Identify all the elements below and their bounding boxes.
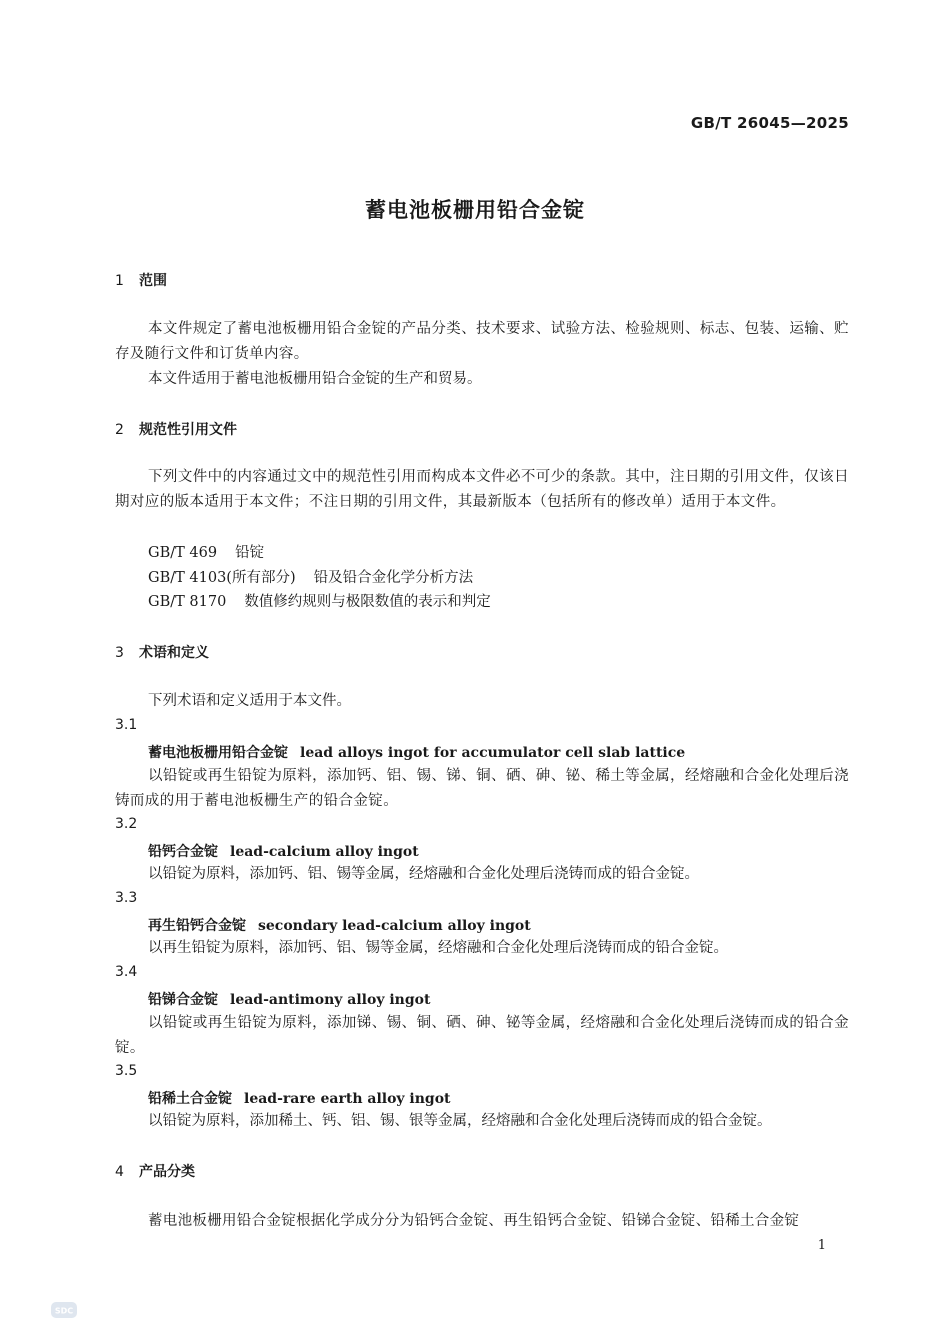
scope-paragraph-2: 本文件适用于蓄电池板栅用铅合金锭的生产和贸易。 <box>148 371 482 387</box>
term-en: secondary lead-calcium alloy ingot <box>258 918 531 934</box>
section-title: 规范性引用文件 <box>139 422 237 438</box>
term-definition: 以再生铅锭为原料，添加钙、铝、锡等金属，经熔融和合金化处理后浇铸而成的铅合金锭。 <box>148 940 728 956</box>
section-title: 术语和定义 <box>139 645 209 661</box>
reference-item <box>148 541 264 565</box>
term-definition: 以铅锭或再生铅锭为原料，添加锑、锡、铜、硒、砷、铋等金属，经熔融和合金化处理后浇铸而成的铅合金锭。 <box>115 1015 849 1056</box>
term-definition: 以铅锭为原料，添加钙、铝、锡等金属，经熔融和合金化处理后浇铸而成的铅合金锭。 <box>148 866 699 882</box>
term-zh: 再生铅钙合金锭 <box>148 918 246 934</box>
logo-text: SDC <box>54 1306 74 1316</box>
section-title: 范围 <box>139 273 167 289</box>
term-heading <box>148 1088 451 1108</box>
terms-intro: 下列术语和定义适用于本文件。 <box>148 693 351 709</box>
term-en: lead-antimony alloy ingot <box>230 992 431 1008</box>
term-definition: 以铅锭或再生铅锭为原料，添加钙、铝、锡、锑、铜、硒、砷、铋、稀土等金属，经熔融和合金化处理后浇铸而成的用于蓄电池板栅生产的铅合金锭。 <box>115 768 849 809</box>
section-4-heading <box>115 1161 195 1181</box>
term-heading <box>148 989 430 1009</box>
section-number: 3 <box>115 645 124 661</box>
term-zh: 铅锑合金锭 <box>148 992 218 1008</box>
term-en: lead-calcium alloy ingot <box>230 844 419 860</box>
term-heading <box>148 742 685 762</box>
reference-title: 数值修约规则与极限数值的表示和判定 <box>244 594 491 610</box>
section-number: 4 <box>115 1164 124 1180</box>
normative-references-paragraph: 下列文件中的内容通过文中的规范性引用而构成本文件必不可少的条款。其中，注日期的引用文件，仅该日期对应的版本适用于本文件；不注日期的引用文件，其最新版本（包括所有的修改单）适用于本文件。 <box>115 469 849 510</box>
section-title: 产品分类 <box>139 1164 195 1180</box>
term-number: 3.1 <box>115 717 138 733</box>
term-number: 3.5 <box>115 1063 138 1079</box>
term-number: 3.2 <box>115 816 138 832</box>
term-heading <box>148 915 531 935</box>
term-zh: 铅钙合金锭 <box>148 844 218 860</box>
reference-item <box>148 566 473 590</box>
classification-paragraph: 蓄电池板栅用铅合金锭根据化学成分分为铅钙合金锭、再生铅钙合金锭、铅锑合金锭、铅稀土合金锭 <box>148 1213 800 1229</box>
section-1-heading <box>115 270 167 290</box>
term-en: lead alloys ingot for accumulator cell slab lattice <box>300 745 686 761</box>
section-number: 2 <box>115 422 124 438</box>
document-number: GB/T 26045—2025 <box>690 114 849 132</box>
section-number: 1 <box>115 273 124 289</box>
reference-code: GB/T 8170 <box>148 594 227 610</box>
reference-code: GB/T 469 <box>148 545 218 561</box>
section-2-heading <box>115 419 237 439</box>
section-3-heading <box>115 642 209 662</box>
document-title: 蓄电池板栅用铅合金锭 <box>365 198 585 222</box>
reference-title: 铅锭 <box>235 545 265 561</box>
term-number: 3.4 <box>115 964 138 980</box>
term-number: 3.3 <box>115 890 138 906</box>
term-zh: 铅稀土合金锭 <box>148 1091 232 1107</box>
term-en: lead-rare earth alloy ingot <box>244 1091 451 1107</box>
scope-paragraph-1: 本文件规定了蓄电池板栅用铅合金锭的产品分类、技术要求、试验方法、检验规则、标志、包装、运输、贮存及随行文件和订货单内容。 <box>115 321 849 362</box>
sdc-logo <box>50 1300 78 1320</box>
reference-item <box>148 590 491 614</box>
term-zh: 蓄电池板栅用铅合金锭 <box>148 745 288 761</box>
reference-code: GB/T 4103(所有部分) <box>148 570 296 586</box>
page-number: 1 <box>817 1238 826 1253</box>
term-definition: 以铅锭为原料，添加稀土、钙、铝、锡、银等金属，经熔融和合金化处理后浇铸而成的铅合金锭。 <box>148 1113 772 1129</box>
term-heading <box>148 841 419 861</box>
reference-title: 铅及铅合金化学分析方法 <box>313 570 474 586</box>
